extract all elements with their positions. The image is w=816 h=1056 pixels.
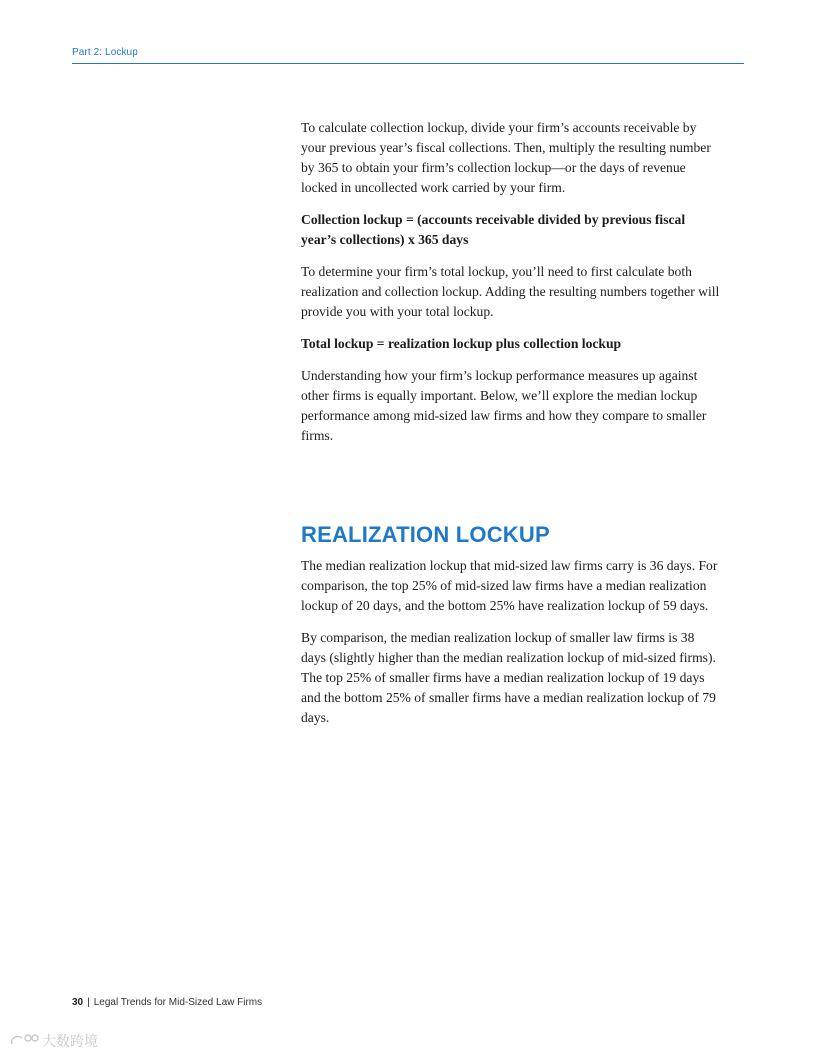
paragraph-smaller-firms-realization-lockup: By comparison, the median realization lockup of smaller law firms is 38 days (slightly higher than the median realization lockup of mid-sized firms). The top 25% of smaller firms have a median realization lockup of 19 days and the bottom 25% of smaller firms have a median realization lockup of 79 days. — [301, 630, 716, 725]
page-footer — [72, 997, 262, 1008]
realization-lockup-text-column — [301, 556, 721, 740]
formula-total-lockup: Total lockup = realization lockup plus collection lockup — [301, 336, 622, 351]
publication-title: Legal Trends for Mid-Sized Law Firms — [93, 997, 263, 1008]
section-heading-realization-lockup: REALIZATION LOCKUP — [301, 522, 550, 547]
paragraph-total-lockup-calc: To determine your firm’s total lockup, you’ll need to first calculate both realization and collection lockup. Adding the resulting numbers together will provide you with your total lockup. — [301, 264, 720, 319]
paragraph-mid-sized-realization-lockup: The median realization lockup that mid-sized law firms carry is 36 days. For comparison, the top 25% of mid-sized law firms have a median realization lockup of 20 days, and the bottom 25% have realization lockup of 59 days. — [301, 558, 718, 613]
watermark-logo — [8, 1030, 108, 1050]
paragraph-lockup-comparison-intro: Understanding how your firm’s lockup performance measures up against other firms is equally important. Below, we’ll explore the median lockup performance among mid-sized law firms and how they compare to smaller firms. — [301, 368, 707, 443]
header-divider — [72, 63, 744, 64]
watermark-swirl-icon — [12, 1036, 22, 1044]
formula-collection-lockup: Collection lockup = (accounts receivable divided by previous fiscal year’s collections) x 365 days — [301, 212, 686, 247]
footer-separator: | — [87, 997, 90, 1008]
paragraph-collection-lockup-calc: To calculate collection lockup, divide your firm’s accounts receivable by your previous year’s fiscal collections. Then, multiply the resulting number by 365 to obtain your firm’s collection lockup—or the days of revenue locked in uncollected work carried by your firm. — [301, 120, 711, 195]
intro-text-column — [301, 118, 721, 458]
watermark-text: 大数跨境 — [42, 1034, 98, 1050]
page-number: 30 — [72, 997, 84, 1008]
running-header-section-label: Part 2: Lockup — [72, 47, 138, 58]
